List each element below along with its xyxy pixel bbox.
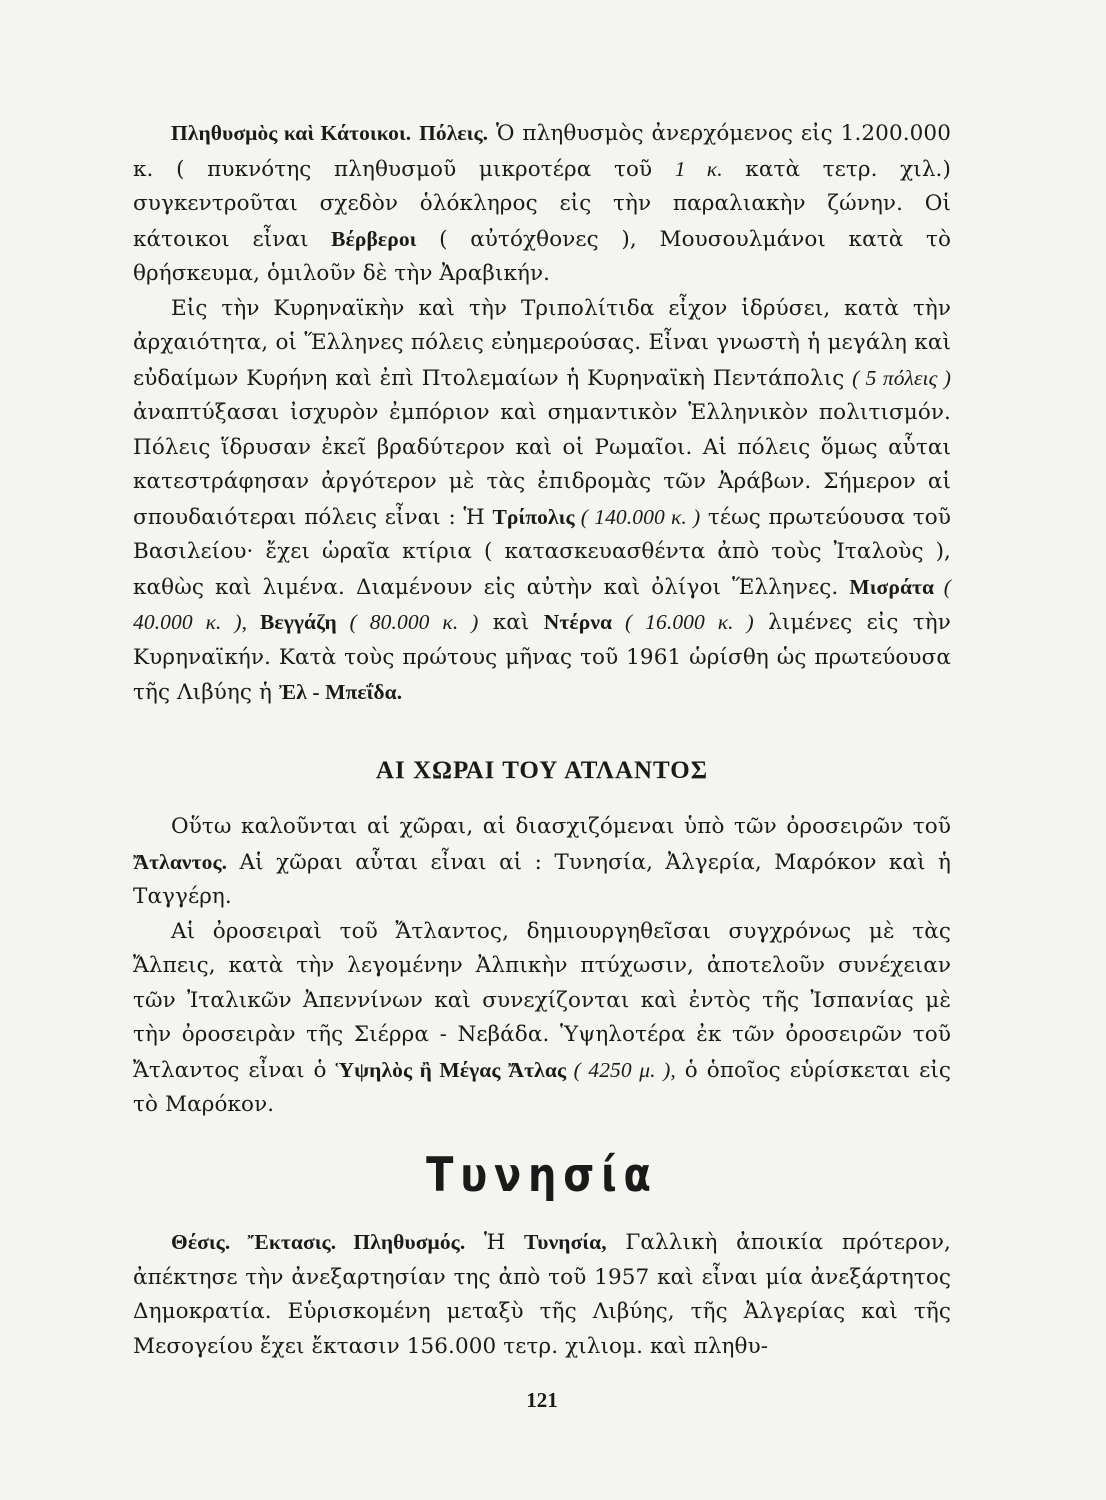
section-heading-atlas-countries: ΑΙ ΧΩΡΑΙ ΤΟΥ ΑΤΛΑΝΤΟΣ <box>375 757 709 784</box>
paragraph-atlas-countries: Οὕτω καλοῦνται αἱ χῶραι, αἱ διασχιζόμεναι ὑπὸ τῶν ὀροσειρῶν τοῦ Ἄτλαντος. Αἱ χῶραι αὗται εἶναι αἱ : Τυνησία, Ἀλγερία, Μαρόκον καὶ ἡ Ταγγέρη. <box>133 814 951 909</box>
atlas-section <box>133 810 951 1123</box>
paragraph-cities: Εἰς τὴν Κυρηναϊκὴν καὶ τὴν Τριπολίτιδα εἶχον ἱδρύσει, κατὰ τὴν ἀρχαιότητα, οἱ Ἕλληνες πόλεις εὐημερούσας. Εἶναι γνωστὴ ἡ μεγάλη καὶ εὐδαίμων Κυρήνη καὶ ἐπὶ Πτολεμαίων ἡ Κυρηναϊκὴ Πεντάπολις ( 5 πόλεις ) ἀναπτύξασαι ἰσχυρὸν ἐμπόριον καὶ σημαντικὸν Ἑλληνικὸν πολιτισμόν. Πόλεις ἵδρυσαν ἐκεῖ βραδύτερον καὶ οἱ Ρωμαῖοι. Αἱ πόλεις ὅμως αὗται κατεστράφησαν ἀργότερον μὲ τὰς ἐπιδρομὰς τῶν Ἀράβων. Σήμερον αἱ σπουδαιότεραι πόλεις εἶναι : Ἡ Τρίπολις ( 140.000 κ. ) τέως πρωτεύουσα τοῦ Βασιλείου· ἔχει ὡραῖα κτίρια ( κατασκευασθέντα ἀπὸ τοὺς Ἰταλοὺς ), καθὼς καὶ λιμένα. Διαμένουν εἰς αὐτὴν καὶ ὀλίγοι Ἕλληνες. Μισράτα ( 40.000 κ. ), Βεγγάζη ( 80.000 κ. ) καὶ Ντέρνα ( 16.000 κ. ) λιμένες εἰς τὴν Κυρηναϊκήν. Κατὰ τοὺς πρώτους μῆνας τοῦ 1961 ὡρίσθη ὡς πρωτεύουσα τῆς Λιβύης ἡ Ἐλ - Μπεΐδα. <box>133 295 951 705</box>
paragraph-tunisia: Θέσις. Ἔκτασις. Πληθυσμός. Ἡ Τυνησία, Γαλλικὴ ἀποικία πρότερον, ἀπέκτησε τὴν ἀνεξαρτησίαν της ἀπὸ τοῦ 1957 καὶ εἶναι μία ἀνεξάρτητος Δημοκρατία. Εὑρισκομένη μεταξὺ τῆς Λιβύης, τῆς Ἀλγερίας καὶ τῆς Μεσογείου ἔχει ἔκτασιν 156.000 τετρ. χιλιομ. καὶ πληθυ- <box>133 1230 951 1359</box>
subheading-population: Πληθυσμὸς καὶ Κάτοικοι. <box>171 121 412 145</box>
subheading-cities: Πόλεις. <box>419 121 489 145</box>
country-heading-tunisia: Τυνησία <box>426 1148 658 1203</box>
libya-population-section <box>133 116 951 711</box>
paragraph-population: Πληθυσμὸς καὶ Κάτοικοι. Πόλεις. Ὁ πληθυσμὸς ἀνερχόμενος εἰς 1.200.000 κ. ( πυκνότης πληθυσμοῦ μικροτέρα τοῦ 1 κ. κατὰ τετρ. χιλ.) συγκεντροῦται σχεδὸν ὁλόκληρος εἰς τὴν παραλιακὴν ζώνην. Οἱ κάτοικοι εἶναι Βέρβεροι ( αὐτόχθονες ), Μουσουλμάνοι κατὰ τὸ θρήσκευμα, ὁμιλοῦν δὲ τὴν Ἀραβικήν. <box>133 121 951 286</box>
tunisia-section <box>133 1225 951 1364</box>
page-number: 121 <box>526 1388 558 1412</box>
subheading-position-area-population: Θέσις. Ἔκτασις. Πληθυσμός. <box>171 1230 466 1254</box>
paragraph-atlas-mountains: Αἱ ὀροσειραὶ τοῦ Ἄτλαντος, δημιουργηθεῖσαι συγχρόνως μὲ τὰς Ἄλπεις, κατὰ τὴν λεγομένην Ἀλπικὴν πτύχωσιν, ἀποτελοῦν συνέχειαν τῶν Ἰταλικῶν Ἀπεννίνων καὶ συνεχίζονται καὶ ἐντὸς τῆς Ἰσπανίας μὲ τὴν ὀροσειρὰν τῆς Σιέρρα - Νεβάδα. Ὑψηλοτέρα ἐκ τῶν ὀροσειρῶν τοῦ Ἄτλαντος εἶναι ὁ Ὑψηλὸς ἢ Μέγας Ἄτλας ( 4250 μ. ), ὁ ὁποῖος εὑρίσκεται εἰς τὸ Μαρόκον. <box>133 918 951 1117</box>
